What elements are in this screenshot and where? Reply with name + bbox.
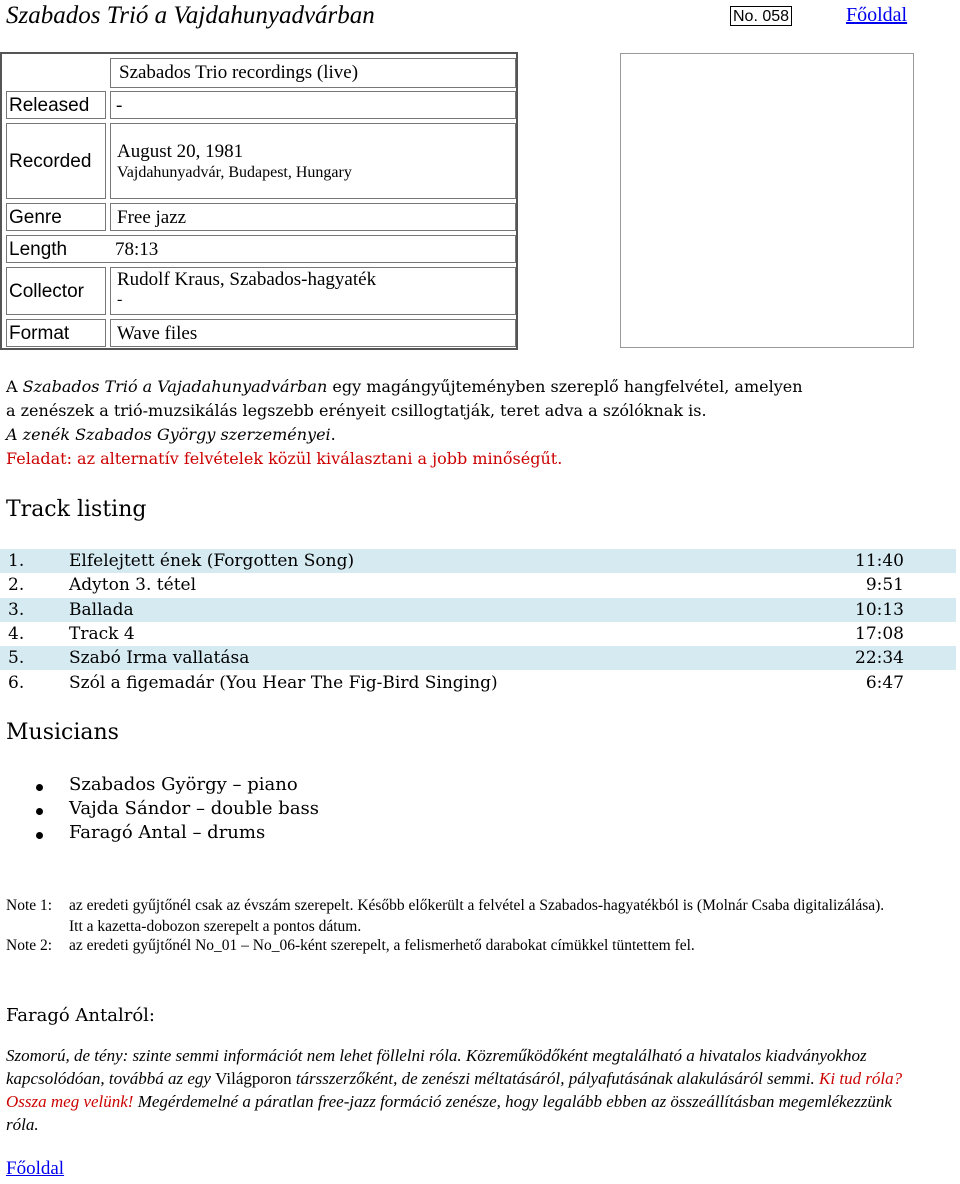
length-value: 78:13: [115, 239, 159, 260]
length-row: [6, 235, 516, 263]
album-name: Világporon: [215, 1069, 292, 1088]
about-paragraph: [6, 1044, 906, 1136]
track-length: 10:13: [855, 599, 904, 620]
album-title-italic: Szabados Trió a Vajadahunyadvárban: [22, 377, 328, 396]
genre-value-cell: [110, 203, 516, 231]
composer-note: A zenék Szabados György szerzeményei: [6, 425, 331, 444]
track-length: 11:40: [855, 551, 904, 572]
description-text: .: [330, 425, 336, 444]
collector-value-2: -: [117, 291, 123, 308]
genre-value: Free jazz: [117, 207, 187, 228]
bullet-icon: [36, 808, 43, 815]
format-value: Wave files: [117, 323, 198, 344]
call-to-action: Ki tud róla? Ossza meg velünk!: [6, 1069, 903, 1111]
description-line-2: a zenészek a trió-muzsikálás legszebb erényeit csillogtatják, teret adva a szólóknak is.: [6, 401, 707, 420]
note-label: Note 2:: [6, 937, 53, 954]
track-row: [0, 646, 956, 670]
page-title: Szabados Trió a Vajdahunyadvárban: [6, 2, 375, 29]
about-text: Szomorú, de tény: szinte semmi információt nem lehet föllelni róla. Közreműködőként megtalálható a hivatalos kiadványokhoz kapcsolódóan, továbbá az egy: [6, 1046, 867, 1088]
track-number: 3.: [8, 599, 25, 620]
genre-label: Genre: [9, 207, 62, 228]
record-number-text: No. 058: [733, 8, 790, 25]
info-heading: Szabados Trio recordings (live): [119, 62, 359, 83]
musician-item: Vajda Sándor – double bass: [69, 798, 320, 819]
recorded-date: August 20, 1981: [117, 141, 244, 162]
info-table: [0, 52, 518, 350]
format-value-cell: [110, 319, 516, 347]
recorded-label: Recorded: [9, 151, 92, 172]
track-title: Ballada: [69, 599, 134, 620]
recorded-label-cell: [6, 123, 106, 199]
track-number: 4.: [8, 624, 25, 645]
track-title: Elfelejtett ének (Forgotten Song): [69, 551, 355, 572]
description: [6, 375, 906, 471]
description-line-3: [6, 423, 906, 447]
track-title: Track 4: [69, 624, 135, 645]
track-row: [0, 573, 956, 597]
musician-list: [0, 774, 600, 854]
track-row: [0, 549, 956, 573]
about-text: társszerzőként, de zenészi méltatásáról, pályafutásának alakulásáról semmi.: [291, 1069, 820, 1088]
home-link-top[interactable]: Főoldal: [846, 4, 908, 26]
track-number: 5.: [8, 648, 25, 669]
notes: [6, 895, 906, 965]
track-length: 6:47: [865, 672, 904, 693]
cover-image-placeholder: [620, 53, 914, 348]
track-number: 1.: [8, 551, 25, 572]
track-number: 6.: [8, 672, 25, 693]
recorded-value-cell: [110, 123, 516, 199]
track-title: Szól a figemadár (You Hear The Fig-Bird Singing): [69, 672, 498, 693]
recorded-place: Vajdahunyadvár, Budapest, Hungary: [117, 164, 352, 181]
collector-label-cell: [6, 267, 106, 315]
bullet-icon: [36, 832, 43, 839]
description-text: egy magángyűjteményben szereplő hangfelvétel, amelyen: [327, 377, 803, 396]
musicians-heading: Musicians: [6, 720, 119, 745]
description-line-1: [6, 375, 906, 399]
track-length: 22:34: [855, 648, 904, 669]
track-number: 2.: [8, 575, 25, 596]
track-row: [0, 622, 956, 646]
track-title: Adyton 3. tétel: [69, 575, 197, 596]
track-list: [0, 549, 956, 695]
collector-value-cell: [110, 267, 516, 315]
track-row: [0, 598, 956, 622]
home-link-bottom[interactable]: Főoldal: [6, 1158, 65, 1179]
collector-label: Collector: [9, 281, 84, 302]
bullet-icon: [36, 784, 43, 791]
note-text: az eredeti gyűjtőnél No_01 – No_06-ként szerepelt, a felismerhető darabokat címükkel tüntettem fel.: [69, 937, 695, 954]
track-row: [0, 670, 956, 694]
record-number: [730, 6, 792, 26]
about-heading: Faragó Antalról:: [6, 1005, 155, 1026]
info-heading-cell: [110, 58, 516, 88]
length-label: Length: [9, 239, 68, 260]
musician-item: Faragó Antal – drums: [69, 822, 266, 843]
released-value: -: [116, 95, 123, 116]
track-title: Szabó Irma vallatása: [69, 648, 250, 669]
format-label: Format: [9, 323, 70, 344]
released-label: Released: [9, 95, 90, 116]
track-length: 9:51: [865, 575, 904, 596]
note-text: az eredeti gyűjtőnél csak az évszám szerepelt. Később előkerült a felvétel a Szabados-hagyatékból is (Molnár Csaba digitalizálása). Itt a kazetta-dobozon szerepelt a pontos dátum.: [69, 897, 885, 935]
description-text: A: [6, 377, 23, 396]
format-label-cell: [6, 319, 106, 347]
collector-value: Rudolf Kraus, Szabados-hagyaték: [117, 269, 377, 290]
task-note: Feladat: az alternatív felvételek közül kiválasztani a jobb minőségűt.: [6, 449, 563, 468]
released-label-cell: [6, 91, 106, 119]
about-text: Megérdemelné a páratlan free-jazz formáció zenésze, hogy legalább ebben az összeállításban megemlékezzünk róla.: [6, 1092, 892, 1134]
released-value-cell: [110, 91, 516, 119]
musician-item: Szabados György – piano: [69, 774, 298, 795]
genre-label-cell: [6, 203, 106, 231]
track-listing-heading: Track listing: [6, 497, 147, 522]
track-length: 17:08: [855, 624, 904, 645]
note-label: Note 1:: [6, 897, 53, 914]
